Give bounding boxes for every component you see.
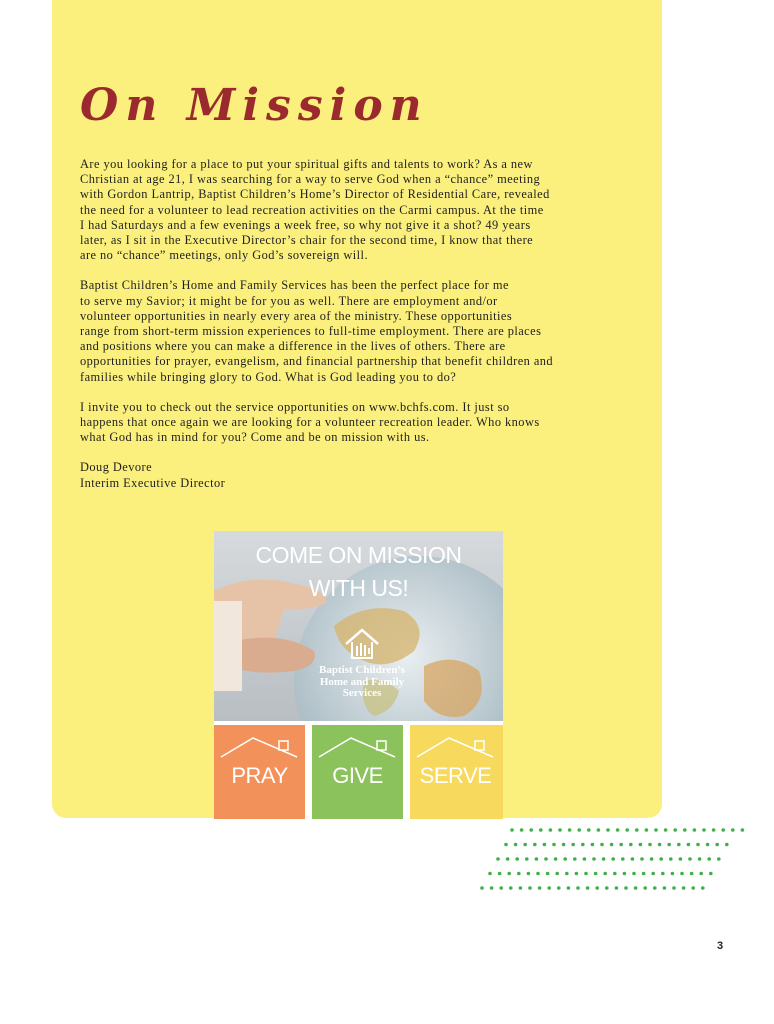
decorative-dot	[725, 843, 729, 847]
decorative-dot	[731, 828, 735, 832]
signature-name: Doug Devore	[80, 460, 153, 475]
decorative-dot	[519, 886, 523, 890]
text-line: range from short-term mission experiences to full-time employment. There are places	[80, 324, 542, 339]
promo-headline	[214, 539, 503, 605]
decorative-dot	[615, 886, 619, 890]
decorative-dot	[594, 872, 598, 876]
decorative-dot	[603, 872, 607, 876]
house-roof-icon	[415, 735, 495, 759]
decorative-dot	[480, 886, 484, 890]
decorative-dot	[586, 886, 590, 890]
decorative-dot	[643, 886, 647, 890]
decorative-dot	[558, 828, 562, 832]
paragraph-1	[80, 157, 650, 263]
text-line: opportunities for prayer, evangelism, and financial partnership that benefit children and	[80, 354, 554, 369]
text-line: to serve my Savior; it might be for you as well. There are employment and/or	[80, 293, 498, 308]
decorative-dot	[552, 843, 556, 847]
signature-role: Interim Executive Director	[80, 475, 226, 490]
decorative-dot	[682, 886, 686, 890]
article-body	[80, 157, 650, 506]
pray-tile	[214, 725, 305, 819]
logo-text-line: Services	[342, 687, 382, 699]
decorative-dot	[654, 828, 658, 832]
decorative-dot	[698, 857, 702, 861]
decorative-dot	[688, 857, 692, 861]
decorative-dot	[610, 843, 614, 847]
logo-text	[282, 665, 442, 700]
text-line: later, as I sit in the Executive Director’s chair for the second time, I know that there	[80, 233, 534, 248]
decorative-dot	[693, 828, 697, 832]
decorative-dot	[562, 843, 566, 847]
decorative-dot	[549, 828, 553, 832]
decorative-dot	[673, 828, 677, 832]
text-line: happens that once again we are looking for a volunteer recreation leader. Who knows	[80, 415, 540, 430]
decorative-dot	[632, 872, 636, 876]
decorative-dot	[707, 857, 711, 861]
decorative-dot	[702, 828, 706, 832]
decorative-dot	[546, 872, 550, 876]
decorative-dot	[499, 886, 503, 890]
decorative-dot	[699, 872, 703, 876]
decorative-dot	[611, 857, 615, 861]
decorative-dot	[667, 843, 671, 847]
serve-tile	[410, 725, 503, 819]
decorative-dot	[571, 843, 575, 847]
decorative-dot	[715, 843, 719, 847]
decorative-dot	[592, 857, 596, 861]
decorative-dot	[624, 886, 628, 890]
decorative-dot	[639, 843, 643, 847]
paragraph-2	[80, 278, 650, 384]
decorative-dot	[595, 886, 599, 890]
decorative-dot	[663, 886, 667, 890]
decorative-dot	[506, 857, 510, 861]
decorative-dot	[717, 857, 721, 861]
decorative-dot	[488, 872, 492, 876]
decorative-dot	[712, 828, 716, 832]
decorative-dot	[677, 843, 681, 847]
decorative-dot	[690, 872, 694, 876]
signature-block	[80, 460, 650, 490]
give-label: GIVE	[332, 763, 383, 788]
decorative-dot	[538, 886, 542, 890]
decorative-dot	[554, 857, 558, 861]
decorative-dot	[565, 872, 569, 876]
decorative-dot	[669, 857, 673, 861]
decorative-dot	[536, 872, 540, 876]
decorative-dot	[621, 857, 625, 861]
decorative-dot	[687, 843, 691, 847]
decorative-dot	[661, 872, 665, 876]
decorative-dot	[616, 828, 620, 832]
decorative-dot	[539, 828, 543, 832]
decorative-dot	[602, 857, 606, 861]
globe-photo	[214, 531, 503, 721]
decorative-dot	[547, 886, 551, 890]
decorative-dot	[631, 857, 635, 861]
decorative-dot	[496, 857, 500, 861]
decorative-dot	[741, 828, 745, 832]
page-title: On Mission	[80, 80, 429, 131]
decorative-dot	[696, 843, 700, 847]
decorative-dot	[721, 828, 725, 832]
text-line: Baptist Children’s Home and Family Services has been the perfect place for me	[80, 278, 509, 293]
decorative-dot	[514, 843, 518, 847]
decorative-dot	[573, 857, 577, 861]
decorative-dot	[672, 886, 676, 890]
decorative-dot	[683, 828, 687, 832]
decorative-dot	[606, 828, 610, 832]
decorative-dot	[651, 872, 655, 876]
decorative-dot	[613, 872, 617, 876]
organization-logo	[282, 626, 442, 700]
decorative-dot	[600, 843, 604, 847]
decorative-dot	[544, 857, 548, 861]
text-line: Christian at age 21, I was searching for a way to serve God when a “chance” meeting	[80, 172, 541, 187]
decorative-dot	[625, 828, 629, 832]
decorative-dot	[498, 872, 502, 876]
logo-text-line: Home and Family	[319, 675, 405, 688]
text-line: I invite you to check out the service opportunities on www.bchfs.com. It just so	[80, 399, 510, 414]
decorative-dot	[623, 872, 627, 876]
give-tile	[312, 725, 403, 819]
decorative-dot	[664, 828, 668, 832]
decorative-dot	[680, 872, 684, 876]
decorative-dot	[576, 886, 580, 890]
decorative-dot	[691, 886, 695, 890]
decorative-dot	[619, 843, 623, 847]
decorative-dot	[575, 872, 579, 876]
decorative-dot	[563, 857, 567, 861]
decorative-dot	[533, 843, 537, 847]
decorative-dot	[635, 828, 639, 832]
decorative-dot	[709, 872, 713, 876]
decorative-dot	[555, 872, 559, 876]
house-hand-icon	[342, 626, 382, 660]
decorative-dot	[648, 843, 652, 847]
decorative-dot	[543, 843, 547, 847]
decorative-dot	[528, 886, 532, 890]
page-number: 3	[717, 940, 724, 952]
decorative-dot	[527, 872, 531, 876]
text-line: with Gordon Lantrip, Baptist Children’s Home’s Director of Residential Care, revealed	[80, 187, 550, 202]
decorative-dot	[583, 857, 587, 861]
house-roof-icon	[317, 735, 397, 759]
decorative-dot	[706, 843, 710, 847]
promo-headline-line: WITH US!	[308, 575, 409, 601]
text-line: are no “chance” meetings, only God’s sovereign will.	[80, 248, 368, 263]
pray-label: PRAY	[231, 763, 288, 788]
decorative-dot	[557, 886, 561, 890]
serve-label: SERVE	[419, 763, 492, 788]
decorative-dot	[510, 828, 514, 832]
decorative-dot	[584, 872, 588, 876]
text-line: I had Saturdays and a few evenings a week free, so why not give it a shot? 49 years	[80, 217, 531, 232]
decorative-dot	[597, 828, 601, 832]
text-line: what God has in mind for you? Come and be on mission with us.	[80, 430, 430, 445]
decorative-dot	[671, 872, 675, 876]
decorative-dot	[490, 886, 494, 890]
promo-headline-line: COME ON MISSION	[255, 542, 462, 568]
decorative-dot	[658, 843, 662, 847]
decorative-dot	[520, 828, 524, 832]
logo-text-line: Baptist Children’s	[319, 664, 405, 676]
text-line: the need for a volunteer to lead recreation activities on the Carmi campus. At the time	[80, 202, 544, 217]
decorative-dot	[568, 828, 572, 832]
decorative-dot	[605, 886, 609, 890]
text-line: and positions where you can make a difference in the lives of others. There are	[80, 339, 506, 354]
decorative-dot	[517, 872, 521, 876]
decorative-dot	[642, 872, 646, 876]
decorative-dot	[659, 857, 663, 861]
decorative-dot	[679, 857, 683, 861]
decorative-dot	[507, 872, 511, 876]
text-line: Are you looking for a place to put your spiritual gifts and talents to work? As a new	[80, 157, 533, 171]
decorative-dot	[645, 828, 649, 832]
decorative-dot	[634, 886, 638, 890]
decorative-dot	[653, 886, 657, 890]
promo-graphic	[214, 531, 503, 819]
decorative-dot	[591, 843, 595, 847]
decorative-dot	[523, 843, 527, 847]
decorative-dot	[701, 886, 705, 890]
decorative-dot-pattern	[478, 825, 758, 895]
decorative-dot	[504, 843, 508, 847]
house-roof-icon	[219, 735, 299, 759]
decorative-dot	[640, 857, 644, 861]
text-line: volunteer opportunities in nearly every area of the ministry. These opportunities	[80, 308, 513, 323]
decorative-dot	[587, 828, 591, 832]
paragraph-3	[80, 400, 650, 446]
text-line: families while bringing glory to God. What is God leading you to do?	[80, 369, 457, 384]
decorative-dot	[629, 843, 633, 847]
decorative-dot	[529, 828, 533, 832]
decorative-dot	[581, 843, 585, 847]
decorative-dot	[515, 857, 519, 861]
decorative-dot	[577, 828, 581, 832]
decorative-dot	[650, 857, 654, 861]
decorative-dot	[567, 886, 571, 890]
decorative-dot	[535, 857, 539, 861]
decorative-dot	[509, 886, 513, 890]
decorative-dot	[525, 857, 529, 861]
